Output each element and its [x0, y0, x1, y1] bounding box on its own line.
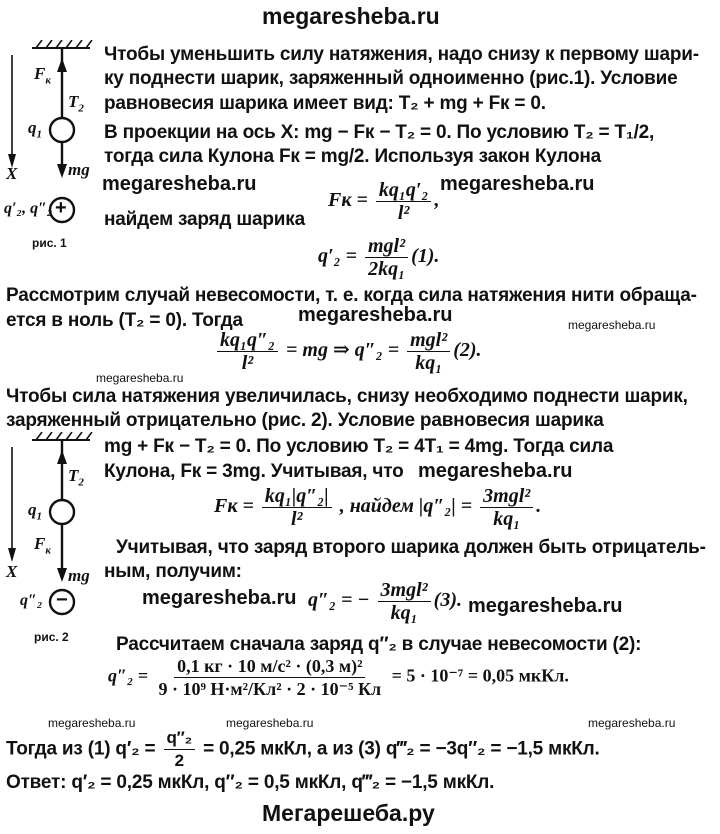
answer-line: Ответ: q′₂ = 0,25 мкКл, q″₂ = 0,5 мкКл, q‴₂ = −1,5 мкКл. [6, 772, 495, 793]
p3-line-6: ным, получим: [104, 561, 242, 582]
watermark-mid-2: megaresheba.ru [440, 173, 595, 195]
fig1-t2-label: $T_2$ [68, 92, 84, 115]
fig2-t2-label: $T_2$ [68, 466, 84, 489]
fig2-charge-label: q″₂ [20, 592, 43, 609]
p1-line-6: найдем заряд шарика [104, 209, 305, 230]
watermark-mid-3: megaresheba.ru [298, 304, 453, 326]
equation-1: q′₂ = $\frac{\text{mgl²}}{\text{2kq₁}}$ (1). [318, 235, 440, 280]
watermark-small-2: megaresheba.ru [96, 371, 184, 385]
p1-line-5: тогда сила Кулона Fк = mg/2. Используя закон Кулона [104, 146, 602, 167]
fig1-x-label: X [6, 164, 18, 183]
figure-2-diagram [0, 432, 100, 632]
watermark-mid-1: megaresheba.ru [102, 173, 257, 195]
p5-line: Тогда из (1) q′₂ = $\frac{\text{q″₂}}{2}$ = 0,25 мкКл, а из (3) q‴₂ = −3q″₂ = −1,5 мкКл. [6, 728, 600, 770]
watermark-mid-6: megaresheba.ru [468, 595, 623, 617]
watermark-top: megaresheba.ru [262, 3, 440, 29]
watermark-mid-4: megaresheba.ru [418, 460, 573, 482]
fig1-plus-sign: + [55, 197, 67, 219]
fig2-x-label: X [6, 562, 18, 581]
equation-4: q″₂ = − $\frac{\text{3mgl²}}{\text{kq₁}}$ (3). [308, 579, 462, 624]
p1-line-3: равновесия шарика имеет вид: T₂ + mg + Fк = 0. [104, 93, 546, 114]
watermark-mid-5: megaresheba.ru [142, 587, 297, 609]
p2-line-1: Рассмотрим случай невесомости, т. е. когда сила натяжения нити обраща- [6, 285, 697, 306]
watermark-small-5: megaresheba.ru [588, 716, 676, 730]
p3-line-3: mg + Fк − T₂ = 0. По условию T₂ = 4T₁ = 4mg. Тогда сила [104, 436, 614, 457]
p1-line-2: ку поднести шарик, заряженный одноименно (рис.1). Условие [104, 68, 678, 89]
p3-line-4: Кулона, Fк = 3mg. Учитывая, что [104, 461, 404, 482]
p1-line-4: В проекции на ось X: mg − Fк − T₂ = 0. По условию T₂ = T₁/2, [104, 122, 655, 143]
p3-line-2: заряженный отрицательно (рис. 2). Условие равновесия шарика [6, 410, 604, 431]
fig2-minus-sign: − [56, 589, 68, 611]
equation-2: $\frac{\text{kq₁q″₂}}{\text{l²}}$ = mg ⇒ q″₂ = $\frac{\text{mgl²}}{\text{kq₁}}$ (2). [214, 330, 482, 373]
coulomb-law-formula: Fк = $\frac{\text{kq₁q′₂}}{\text{l²}}$ , [328, 179, 440, 224]
fig2-caption: рис. 2 [34, 630, 69, 644]
watermark-small-3: megaresheba.ru [48, 716, 136, 730]
equation-3: Fк = $\frac{\text{kq₁|q″₂|}}{\text{l²}}$ , найдем |q″₂| = $\frac{\text{3mgl²}}{\text{kq₁}}$ . [214, 485, 542, 530]
fig1-mg-label: mg [68, 160, 90, 179]
p4-line-1: Рассчитаем сначала заряд q″₂ в случае невесомости (2): [116, 634, 642, 655]
fig1-fk-label: $F_к$ [34, 64, 51, 87]
watermark-small-4: megaresheba.ru [226, 716, 314, 730]
fig2-mg-label: mg [68, 566, 90, 585]
fig2-fk-label: $F_к$ [34, 534, 51, 557]
p3-line-1: Чтобы сила натяжения увеличилась, снизу необходимо поднести шарик, [6, 386, 688, 407]
watermark-small-1: megaresheba.ru [568, 318, 656, 332]
numeric-calculation: q″₂ = $\frac{\text{0,1 кг · 10 м/с² · (0,3 м)²}}{\text{9 · 10⁹ Н·м²/Кл² · 2 · 10⁻⁵ Кл}}$ = 5 · 10⁻⁷ = 0,05 мкКл. [108, 656, 569, 699]
fig1-caption: рис. 1 [32, 236, 67, 250]
fig2-q1-label: $q_1$ [28, 500, 42, 523]
p1-line-1: Чтобы уменьшить силу натяжения, надо снизу к первому шари- [104, 44, 699, 65]
fig1-charge-label: q′₂, q″₂ [4, 200, 53, 217]
watermark-bottom: Мегарешеба.ру [262, 800, 435, 826]
fig1-q1-label: $q_1$ [28, 118, 42, 141]
p3-line-5: Учитывая, что заряд второго шарика должен быть отрицатель- [116, 537, 706, 558]
p2-line-2: ется в ноль (T₂ = 0). Тогда [6, 310, 243, 331]
